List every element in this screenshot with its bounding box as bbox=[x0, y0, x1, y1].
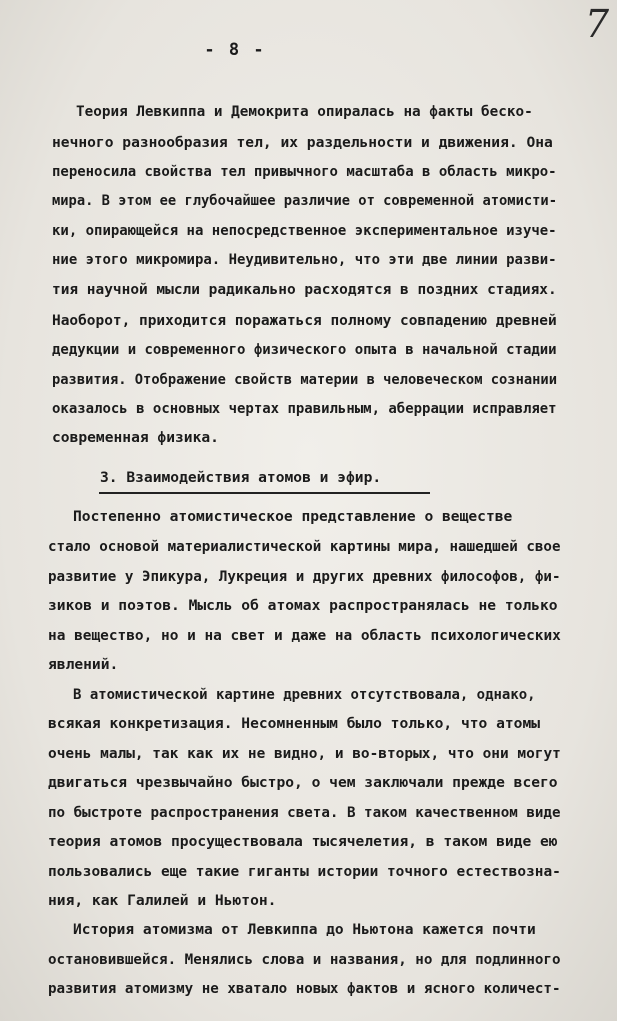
paragraph3-line: двигаться чрезвычайно быстро, о чем заключали прежде всего bbox=[48, 774, 558, 791]
page-number: - 8 - bbox=[204, 40, 266, 60]
paragraph1-line: оказалось в основных чертах правильным, аберрации исправляет bbox=[52, 401, 557, 417]
section-heading: 3. Взаимодействия атомов и эфир. bbox=[100, 469, 382, 486]
paragraph4-line: История атомизма от Левкиппа до Ньютона кажется почти bbox=[73, 922, 536, 938]
paragraph1-line: нечного разнообразия тел, их раздельности и движения. Она bbox=[52, 134, 553, 151]
paragraph3-line: всякая конкретизация. Несомненным было только, что атомы bbox=[48, 715, 541, 732]
paragraph3-line: В атомистической картине древних отсутствовала, однако, bbox=[73, 687, 536, 703]
heading-underline bbox=[99, 492, 430, 494]
paragraph2-line: явлений. bbox=[48, 656, 119, 673]
paragraph3-line: ния, как Галилей и Ньютон. bbox=[48, 892, 277, 909]
paragraph3-line: теория атомов просуществовала тысячелетия, в таком виде ею bbox=[48, 833, 558, 850]
paragraph1-line: Теория Левкиппа и Демокрита опиралась на факты беско- bbox=[76, 104, 533, 120]
paragraph1-line: дедукции и современного физического опыта в начальной стадии bbox=[52, 342, 557, 358]
paragraph4-line: остановившейся. Менялись слова и названия, но для подлинного bbox=[48, 952, 561, 968]
paragraph2-line: зиков и поэтов. Мысль об атомах распространялась не только bbox=[48, 597, 558, 614]
paragraph1-line: тия научной мысли радикально расходятся в поздних стадиях. bbox=[52, 282, 557, 298]
paragraph1-line: мира. В этом ее глубочайшее различие от современной атомисти- bbox=[52, 193, 557, 209]
paragraph1-line: современная физика. bbox=[52, 429, 219, 446]
paragraph1-line: Наоборот, приходится поражаться полному совпадению древней bbox=[52, 313, 557, 329]
paragraph2-line: на вещество, но и на свет и даже на область психологических bbox=[48, 628, 561, 644]
paragraph1-line: ние этого микромира. Неудивительно, что эти две линии разви- bbox=[52, 252, 557, 268]
paragraph1-line: развития. Отображение свойств материи в человеческом сознании bbox=[52, 372, 557, 388]
paragraph3-line: очень малы, так как их не видно, и во-вторых, что они могут bbox=[48, 746, 561, 762]
paragraph1-line: переносила свойства тел привычного масштаба в область микро- bbox=[52, 164, 557, 180]
paragraph3-line: по быстроте распространения света. В таком качественном виде bbox=[48, 805, 561, 821]
paragraph3-line: пользовались еще такие гиганты истории точного естествозна- bbox=[48, 864, 561, 880]
paragraph1-line: ки, опирающейся на непосредственное экспериментальное изуче- bbox=[52, 223, 557, 239]
paragraph2-line: стало основой материалистической картины мира, нашедшей свое bbox=[48, 539, 561, 555]
handwritten-folio-number: 7 bbox=[584, 2, 609, 46]
paragraph2-line: развитие у Эпикура, Лукреция и других древних философов, фи- bbox=[48, 569, 561, 585]
paragraph4-line: развития атомизму не хватало новых фактов и ясного количест- bbox=[48, 981, 561, 997]
paragraph2-line: Постепенно атомистическое представление о веществе bbox=[73, 508, 513, 525]
